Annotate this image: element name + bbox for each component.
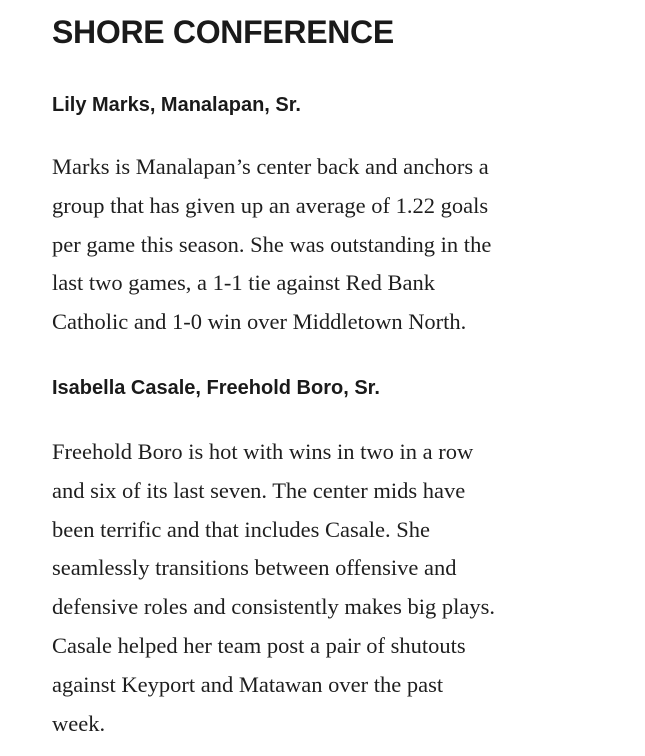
blurb-line: seamlessly transitions between offensive and (52, 555, 457, 581)
player-name: Isabella Casale, Freehold Boro, Sr. (52, 377, 380, 399)
blurb-line: been terrific and that includes Casale. She (52, 516, 430, 542)
player-blurb (52, 148, 608, 342)
blurb-line: group that has given up an average of 1.22 goals (52, 192, 489, 218)
blurb-line: per game this season. She was outstanding in the (52, 231, 492, 257)
blurb-line: Catholic and 1-0 win over Middletown North. (52, 309, 467, 335)
player-blurb (52, 433, 608, 743)
blurb-line: Marks is Manalapan’s center back and anchors a (52, 154, 489, 179)
blurb-line: against Keyport and Matawan over the past (52, 671, 444, 697)
blurb-line: and six of its last seven. The center mids have (52, 477, 466, 503)
player-name: Lily Marks, Manalapan, Sr. (52, 94, 301, 116)
section-title: SHORE CONFERENCE (52, 14, 394, 50)
blurb-line: Freehold Boro is hot with wins in two in a row (52, 439, 474, 464)
blurb-line: week. (52, 710, 106, 736)
blurb-line: Casale helped her team post a pair of shutouts (52, 632, 466, 658)
blurb-line: last two games, a 1-1 tie against Red Bank (52, 270, 436, 296)
blurb-line: defensive roles and consistently makes big plays. (52, 594, 496, 620)
